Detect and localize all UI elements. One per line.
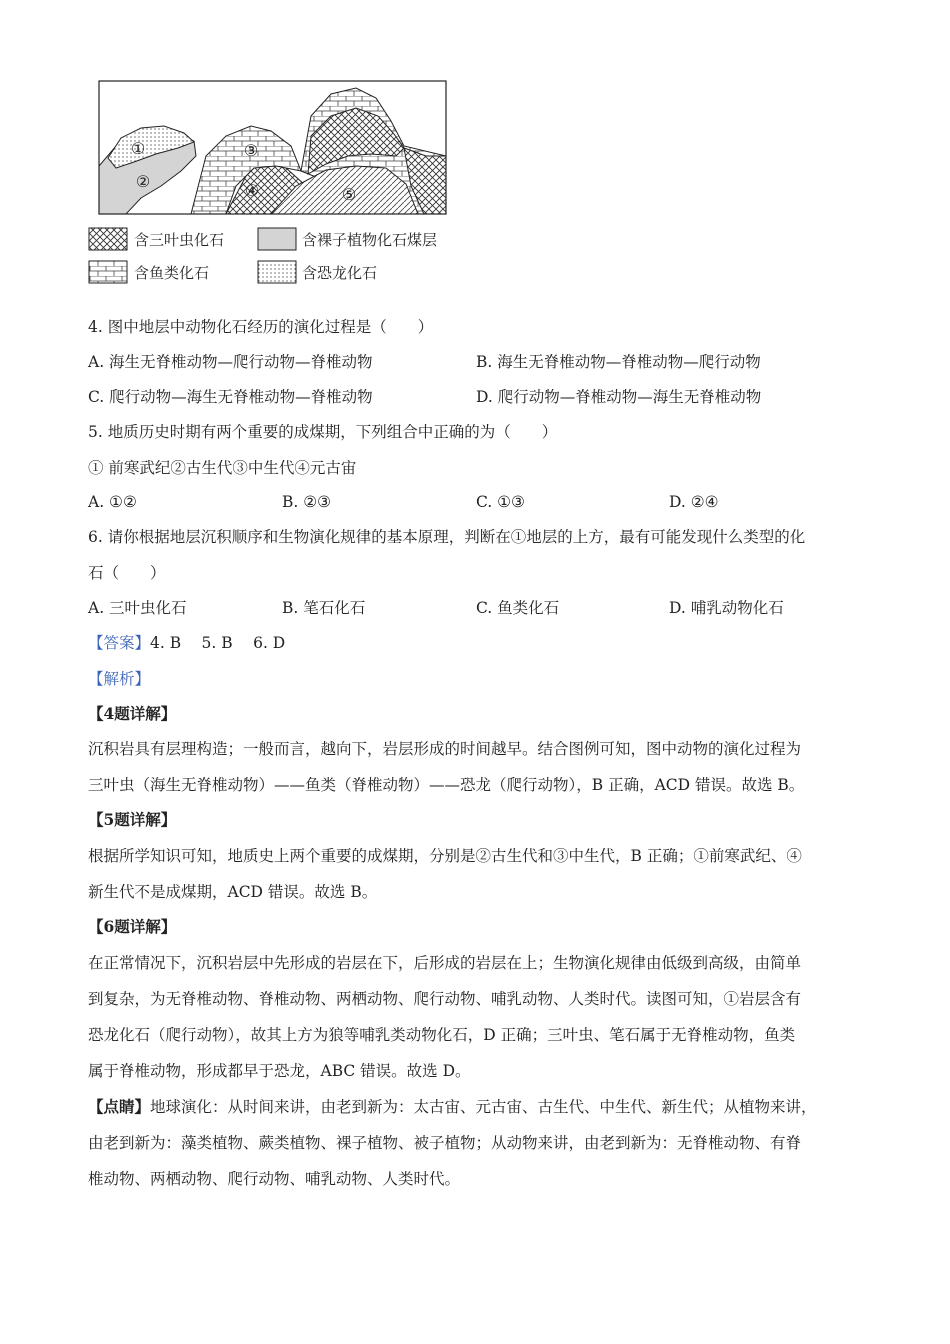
legend-swatch-dinosaur — [258, 261, 296, 283]
tip-tag: 【点睛】 — [88, 1097, 151, 1116]
tip-line2: 由老到新为：藻类植物、蕨类植物、裸子植物、被子植物；从动物来讲，由老到新为：无脊椎动物、有脊 — [88, 1134, 802, 1152]
layer-label-3: ③ — [243, 141, 259, 160]
q5-option-d: D. ②④ — [669, 493, 719, 511]
legend-gymnosperm-coal: 含裸子植物化石煤层 — [302, 231, 438, 249]
answer-line — [88, 633, 285, 653]
legend-dinosaur: 含恐龙化石 — [302, 264, 378, 282]
detail-6-line2: 到复杂，为无脊椎动物、脊椎动物、两栖动物、爬行动物、哺乳动物、人类时代。读图可知，①岩层含有 — [88, 990, 802, 1008]
detail-4-line1: 沉积岩具有层理构造；一般而言，越向下，岩层形成的时间越早。结合图例可知，图中动物的演化过程为 — [88, 740, 802, 758]
q5-items: ① 前寒武纪②古生代③中生代④元古宙 — [88, 459, 357, 477]
detail-6-line3: 恐龙化石（爬行动物），故其上方为狼等哺乳类动物化石，D 正确；三叶虫、笔石属于无脊椎动物，鱼类 — [88, 1026, 796, 1044]
q5-stem: 5. 地质历史时期有两个重要的成煤期，下列组合中正确的为（ ） — [88, 423, 558, 441]
detail-4-title: 【4题详解】 — [88, 704, 177, 723]
legend-fish: 含鱼类化石 — [134, 264, 210, 282]
legend-swatch-fish — [89, 261, 127, 283]
q5-option-b: B. ②③ — [282, 493, 332, 511]
detail-5-title: 【5题详解】 — [88, 810, 177, 829]
q4-option-d: D. 爬行动物—脊椎动物—海生无脊椎动物 — [476, 388, 762, 406]
q6-option-c: C. 鱼类化石 — [476, 599, 560, 617]
analysis-tag: 【解析】 — [88, 670, 151, 688]
answer-text: 4. B 5. B 6. D — [150, 634, 286, 652]
legend-swatch-trilobite — [89, 228, 127, 250]
q5-option-c: C. ①③ — [476, 493, 525, 511]
q5-option-a: A. ①② — [88, 493, 137, 511]
detail-5-line2: 新生代不是成煤期，ACD 错误。故选 B。 — [88, 883, 378, 901]
q6-option-b: B. 笔石化石 — [282, 599, 366, 617]
detail-6-title: 【6题详解】 — [88, 917, 177, 936]
q6-option-a: A. 三叶虫化石 — [88, 599, 187, 617]
detail-6-line4: 属于脊椎动物，形成都早于恐龙，ABC 错误。故选 D。 — [88, 1062, 471, 1080]
strata-figure — [86, 76, 466, 296]
tip-text-1: 地球演化：从时间来讲，由老到新为：太古宙、元古宙、古生代、中生代、新生代；从植物来讲， — [150, 1098, 817, 1116]
legend-swatch-gymnosperm — [258, 228, 296, 250]
q6-stem-line1: 6. 请你根据地层沉积顺序和生物演化规律的基本原理，判断在①地层的上方，最有可能发现什么类型的化 — [88, 528, 806, 546]
answer-tag: 【答案】 — [88, 634, 151, 652]
q4-option-c: C. 爬行动物—海生无脊椎动物—脊椎动物 — [88, 388, 373, 406]
q4-stem: 4. 图中地层中动物化石经历的演化过程是（ ） — [88, 318, 434, 336]
detail-5-line1: 根据所学知识可知，地质史上两个重要的成煤期，分别是②古生代和③中生代，B 正确；①前寒武纪、④ — [88, 847, 802, 865]
tip-line3: 椎动物、两栖动物、爬行动物、哺乳动物、人类时代。 — [88, 1170, 461, 1188]
q4-option-b: B. 海生无脊椎动物—脊椎动物—爬行动物 — [476, 353, 761, 371]
detail-6-line1: 在正常情况下，沉积岩层中先形成的岩层在下，后形成的岩层在上；生物演化规律由低级到高级，由简单 — [88, 954, 802, 972]
q4-option-a: A. 海生无脊椎动物—爬行动物—脊椎动物 — [88, 353, 373, 371]
q6-stem-line2: 石（ ） — [88, 564, 166, 582]
layer-label-2: ② — [135, 172, 151, 191]
detail-4-line2: 三叶虫（海生无脊椎动物）——鱼类（脊椎动物）——恐龙（爬行动物），B 正确，ACD 错误。故选 B。 — [88, 776, 805, 794]
layer-label-1: ① — [130, 139, 146, 158]
tip-line1 — [88, 1097, 817, 1117]
legend-trilobite: 含三叶虫化石 — [134, 231, 225, 249]
layer-label-4: ④ — [244, 181, 260, 200]
q6-option-d: D. 哺乳动物化石 — [669, 599, 784, 617]
layer-label-5: ⑤ — [341, 185, 357, 204]
